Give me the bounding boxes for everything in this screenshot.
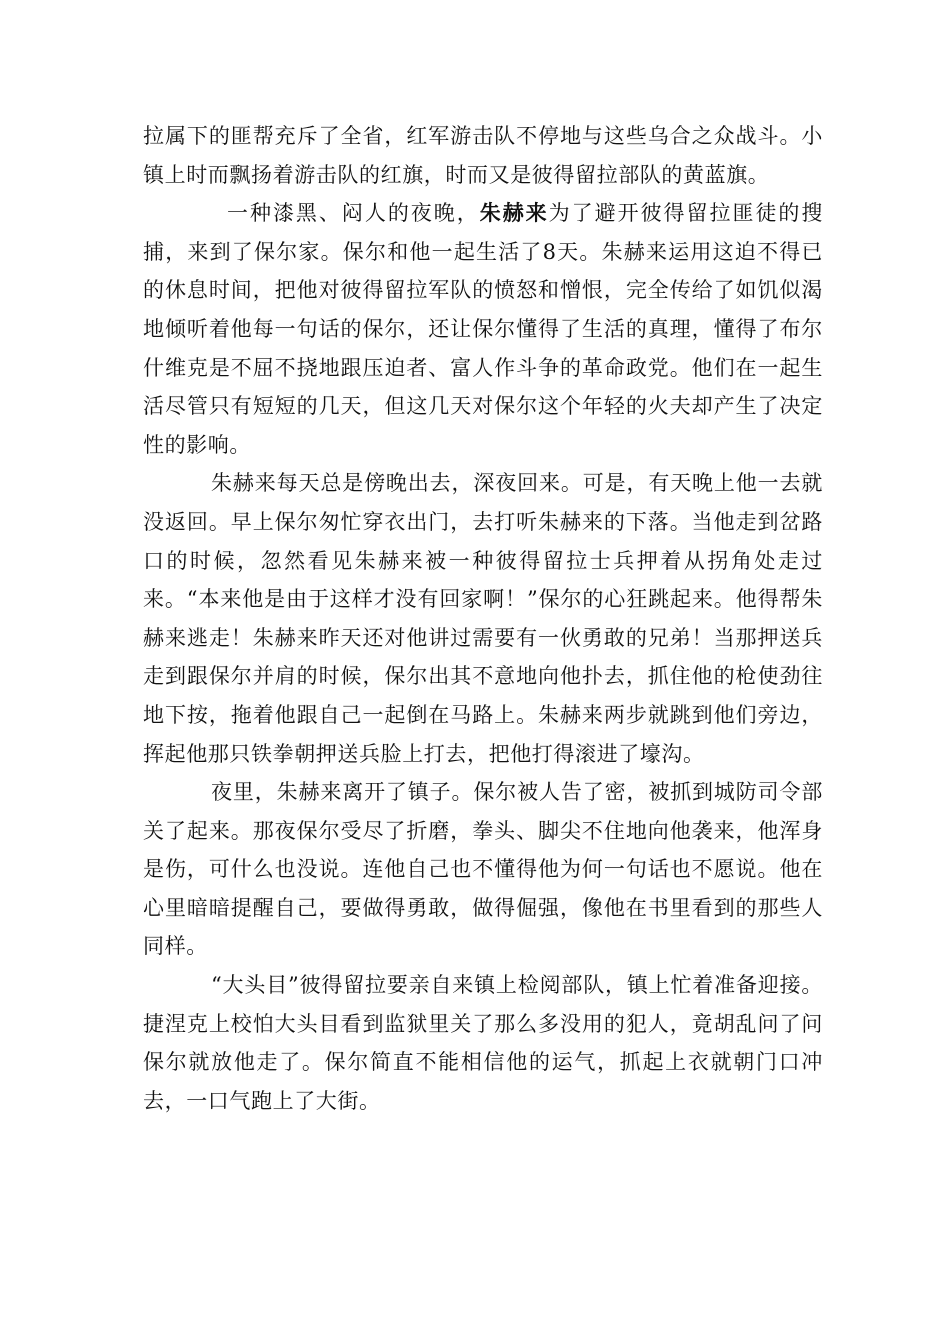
paragraph-2 <box>143 194 823 464</box>
character-name-bold: 朱赫来 <box>479 201 549 226</box>
paragraph-2-opening: 一种漆黑、闷人的夜晚， <box>227 201 480 226</box>
paragraph-2-body: 为了避开彼得留拉匪徒的搜捕，来到了保尔家。保尔和他一起生活了8天。朱赫来运用这迫不得已的休息时间，把他对彼得留拉军队的愤怒和憎恨，完全传给了如饥似渴地倾听着他每一句话的保尔，还让保尔懂得了生活的真理，懂得了布尔什维克是不屈不挠地跟压迫者、富人作斗争的革命政党。他们在一起生活尽管只有短短的几天，但这几天对保尔这个年轻的火夫却产生了决定性的影响。 <box>143 201 823 457</box>
paragraph-5: “大头目”彼得留拉要亲自来镇上检阅部队，镇上忙着准备迎接。捷涅克上校怕大头目看到监狱里关了那么多没用的犯人，竟胡乱问了问保尔就放他走了。保尔简直不能相信他的运气，抓起上衣就朝门口冲去，一口气跑上了大街。 <box>143 973 823 1113</box>
paragraph-1: 拉属下的匪帮充斥了全省，红军游击队不停地与这些乌合之众战斗。小镇上时而飘扬着游击队的红旗，时而又是彼得留拉部队的黄蓝旗。 <box>143 124 823 187</box>
paragraph-3: 朱赫来每天总是傍晚出去，深夜回来。可是，有天晚上他一去就没返回。早上保尔匆忙穿衣出门，去打听朱赫来的下落。当他走到岔路口的时候，忽然看见朱赫来被一种彼得留拉士兵押着从拐角处走过来。“本来他是由于这样才没有回家啊！”保尔的心狂跳起来。他得帮朱赫来逃走！朱赫来昨天还对他讲过需要有一伙勇敢的兄弟！当那押送兵走到跟保尔并肩的时候，保尔出其不意地向他扑去，抓住他的枪使劲往地下按，拖着他跟自己一起倒在马路上。朱赫来两步就跳到他们旁边，挥起他那只铁拳朝押送兵脸上打去，把他打得滚进了壕沟。 <box>143 471 823 766</box>
paragraph-4: 夜里，朱赫来离开了镇子。保尔被人告了密，被抓到城防司令部关了起来。那夜保尔受尽了折磨，拳头、脚尖不住地向他袭来，他浑身是伤，可什么也没说。连他自己也不懂得他为何一句话也不愿说。他在心里暗暗提醒自己，要做得勇敢，做得倔强，像他在书里看到的那些人同样。 <box>143 780 823 959</box>
document-body <box>143 117 823 1120</box>
